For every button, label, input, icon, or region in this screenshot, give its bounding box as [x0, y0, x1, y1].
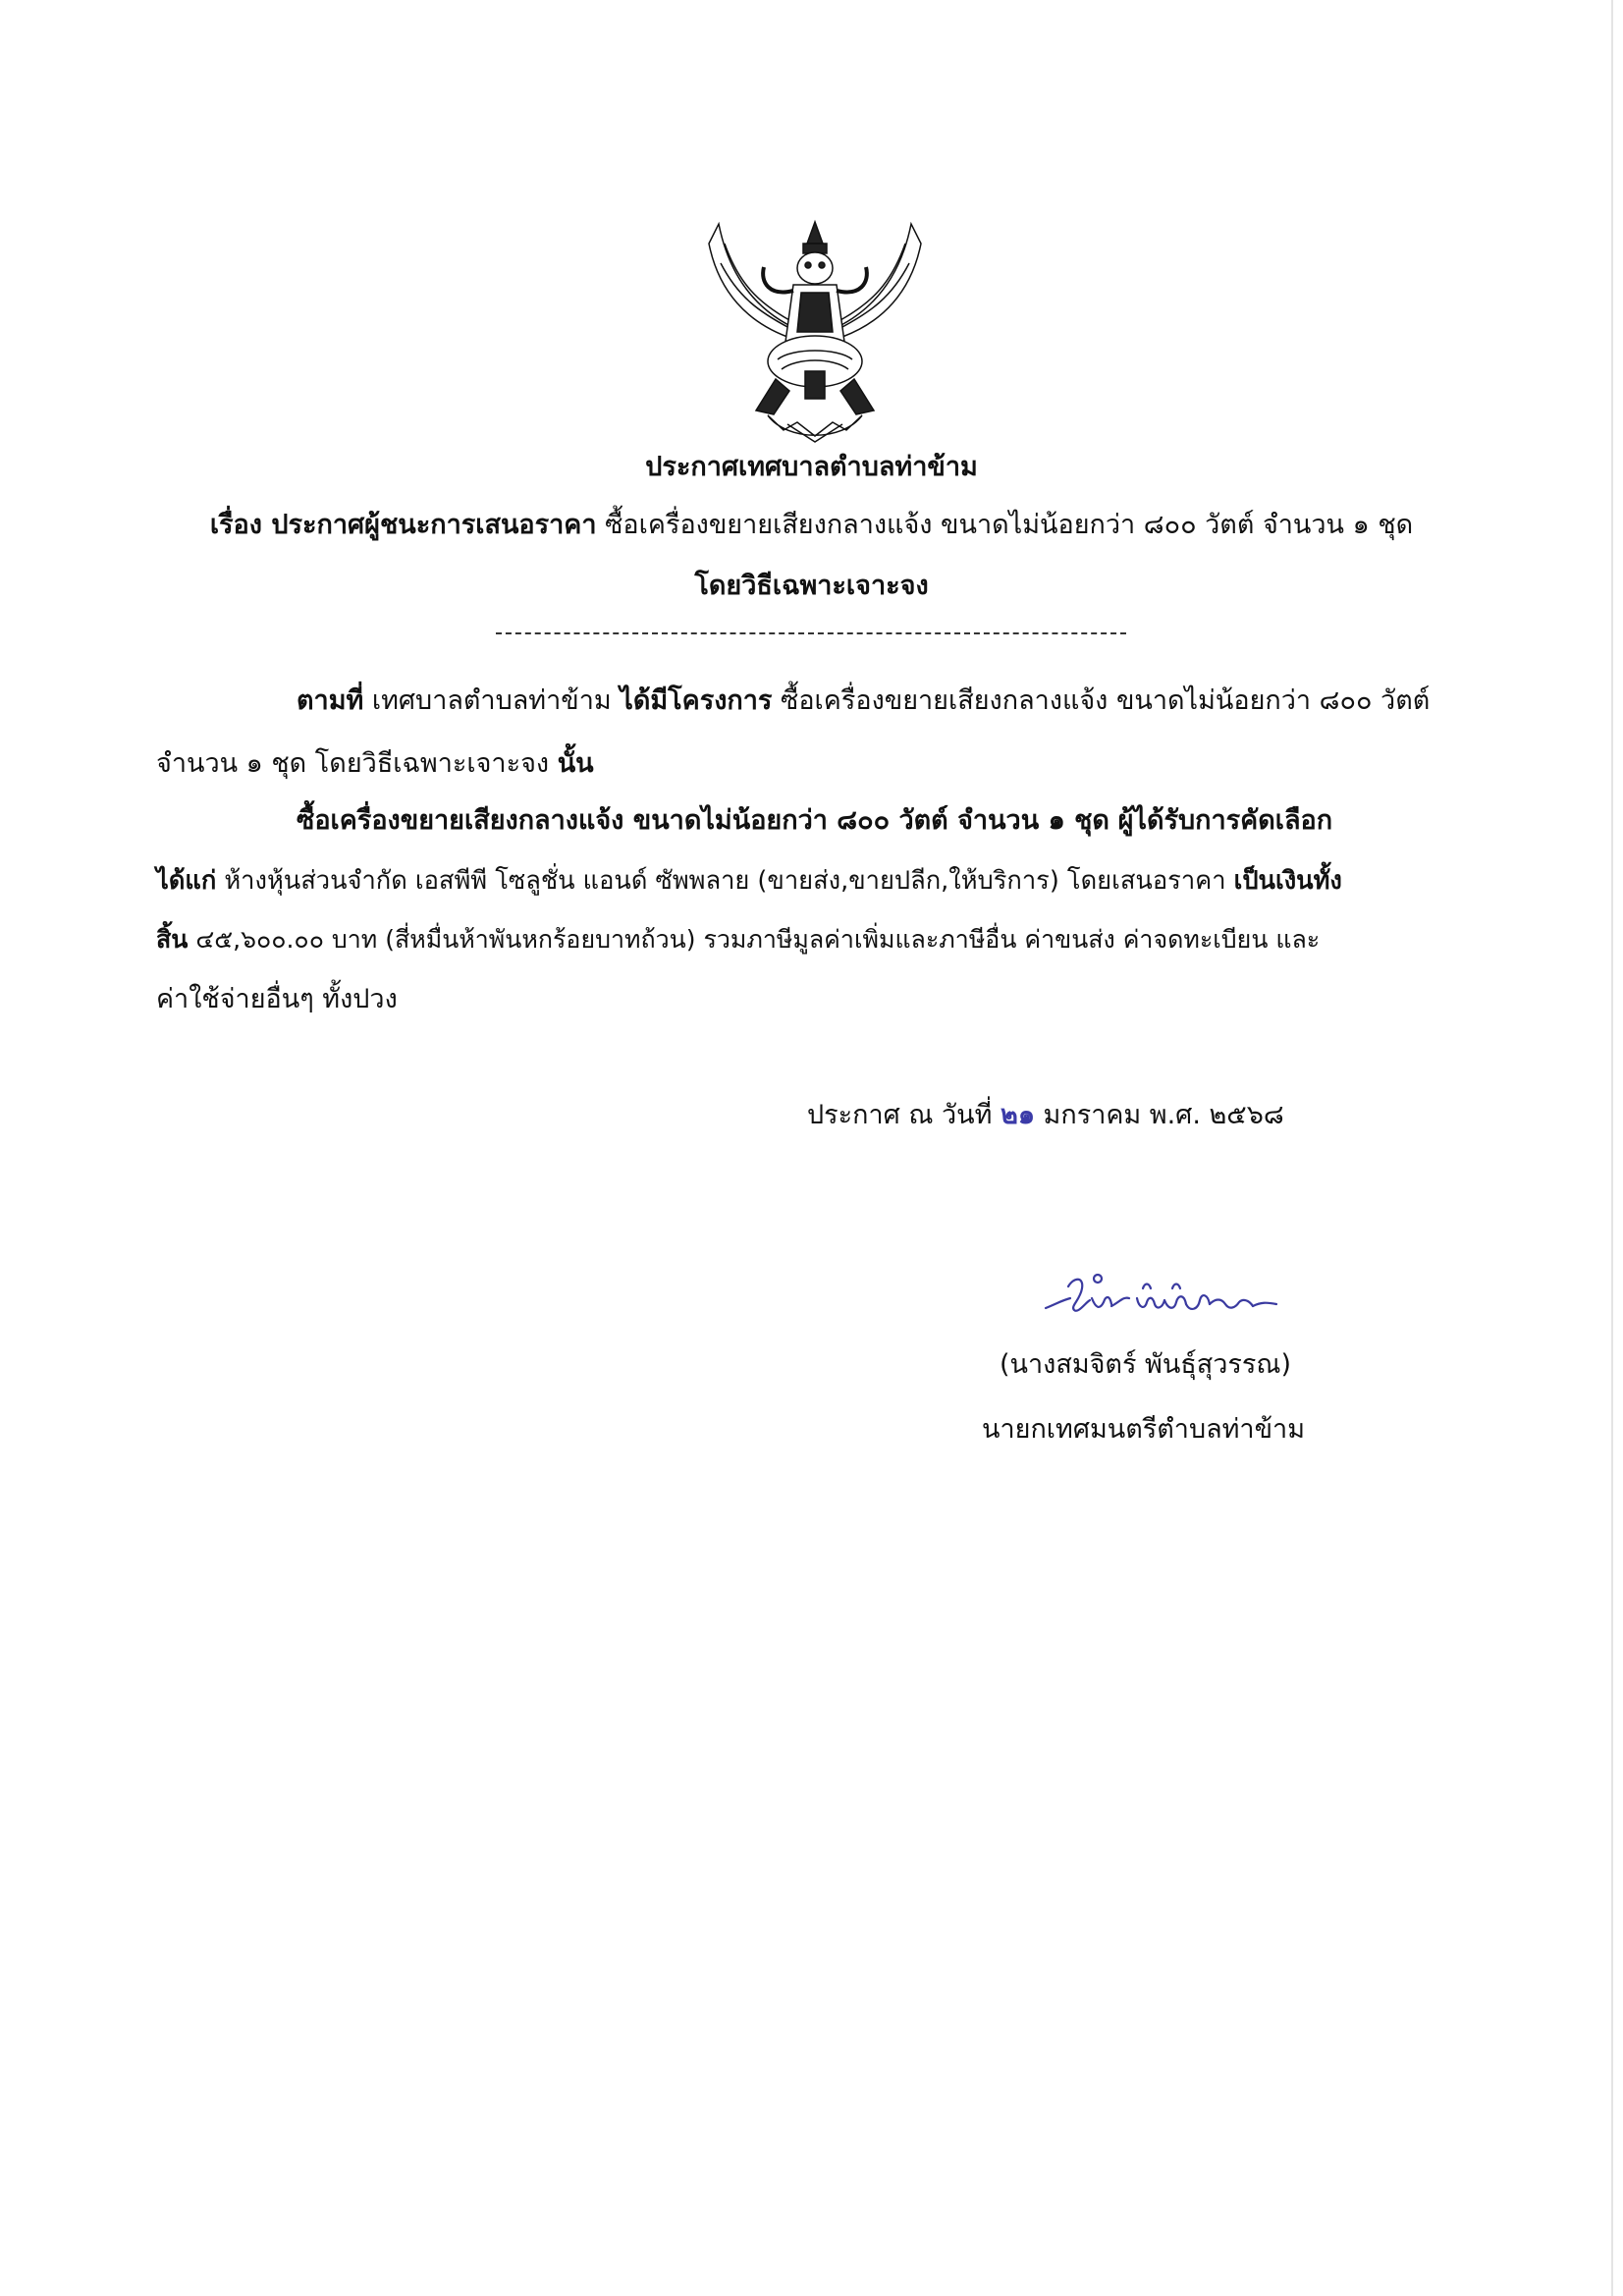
- para1-mid: ได้มีโครงการ: [620, 685, 773, 716]
- para2-winner-label: ได้แก่: [156, 866, 217, 896]
- subject-method: โดยวิธีเฉพาะเจาะจง: [694, 571, 929, 601]
- para2-winner: ห้างหุ้นส่วนจำกัด เอสพีพี โซลูชั่น แอนด์ ซัพพลาย (ขายส่ง,ขายปลีก,ให้บริการ): [224, 866, 1059, 896]
- para1-org: เทศบาลตำบลท่าข้าม: [371, 685, 612, 716]
- signer-name: (นางสมจิตร์ พันธุ์สุวรรณ): [1000, 1349, 1292, 1380]
- para2-line3-lead: สิ้น: [156, 925, 189, 954]
- para1-lead: ตามที่: [297, 685, 364, 716]
- announce-day: ๒๑: [1001, 1100, 1035, 1130]
- para2-total-label: เป็นเงินทั้ง: [1233, 866, 1342, 896]
- subject-text: ซื้อเครื่องขยายเสียงกลางแจ้ง ขนาดไม่น้อยกว่า ๘๐๐ วัตต์ จำนวน ๑ ชุด: [605, 510, 1414, 540]
- subject-label: เรื่อง ประกาศผู้ชนะการเสนอราคา: [209, 510, 597, 540]
- announce-date: [807, 1096, 1284, 1135]
- para1-rest: ซื้อเครื่องขยายเสียงกลางแจ้ง ขนาดไม่น้อยกว่า ๘๐๐ วัตต์: [781, 685, 1431, 716]
- para1-line1: [297, 682, 1430, 721]
- announce-prefix: ประกาศ ณ วันที่: [807, 1100, 993, 1130]
- signer-position: นายกเทศมนตรีตำบลท่าข้าม: [982, 1414, 1305, 1445]
- para2-offer-label: โดยเสนอราคา: [1066, 866, 1226, 896]
- separator-line: [496, 632, 1126, 634]
- announce-month-year: มกราคม พ.ศ. ๒๕๖๘: [1043, 1100, 1284, 1130]
- handwritten-signature-icon: [1041, 1259, 1281, 1328]
- para2-line3: [156, 920, 1320, 959]
- para1-end: นั้น: [557, 748, 594, 779]
- subject-line: [0, 506, 1623, 545]
- para1-line2-text: จำนวน ๑ ชุด โดยวิธีเฉพาะเจาะจง: [156, 748, 550, 779]
- para2-line2: [156, 861, 1342, 901]
- garuda-emblem-icon: [699, 214, 931, 450]
- para2-selected: ผู้ได้รับการคัดเลือก: [1117, 805, 1333, 836]
- page-edge: [1611, 0, 1613, 2296]
- para1-line2: [156, 744, 594, 784]
- para2-line3-rest: ๔๕,๖๐๐.๐๐ บาท (สี่หมื่นห้าพันหกร้อยบาทถ้วน) รวมภาษีมูลค่าเพิ่มและภาษีอื่น ค่าขนส่ง ค่าจดทะเบียน และ: [195, 925, 1321, 954]
- org-title: ประกาศเทศบาลตำบลท่าข้าม: [645, 452, 978, 482]
- para2-line1: [297, 801, 1332, 841]
- para2-line4: ค่าใช้จ่ายอื่นๆ ทั้งปวง: [156, 984, 398, 1014]
- para2-item: ซื้อเครื่องขยายเสียงกลางแจ้ง ขนาดไม่น้อยกว่า ๘๐๐ วัตต์ จำนวน ๑ ชุด: [297, 805, 1109, 836]
